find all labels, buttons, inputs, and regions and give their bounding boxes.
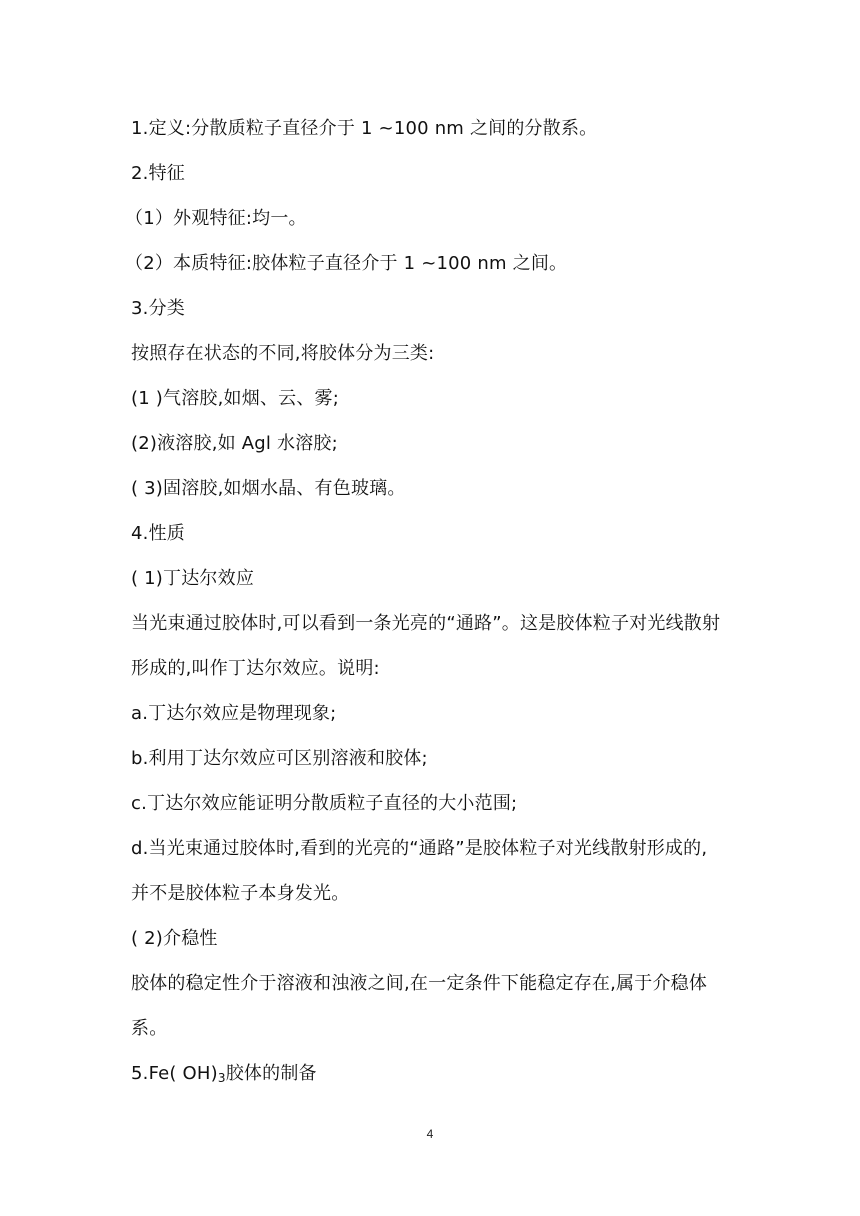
section-heading-features: 2.特征 xyxy=(131,163,185,184)
feature-appearance-line: （1）外观特征:均一。 xyxy=(125,208,307,229)
definition-line: 1.定义:分散质粒子直径介于 1 ~100 nm 之间的分散系。 xyxy=(131,118,598,139)
tyndall-note-d-line-2: 并不是胶体粒子本身发光。 xyxy=(131,883,350,904)
property-heading-tyndall: ( 1)丁达尔效应 xyxy=(131,568,255,589)
preparation-heading-subscript: 3 xyxy=(217,1071,226,1085)
section-heading-properties: 4.性质 xyxy=(131,523,185,544)
preparation-heading-prefix: 5.Fe( OH) xyxy=(131,1063,218,1084)
tyndall-description-line-1: 当光束通过胶体时,可以看到一条光亮的“通路”。这是胶体粒子对光线散射 xyxy=(131,613,721,634)
metastability-description-line-1: 胶体的稳定性介于溶液和浊液之间,在一定条件下能稳定存在,属于介稳体 xyxy=(131,973,708,994)
classification-intro-line: 按照存在状态的不同,将胶体分为三类: xyxy=(131,343,435,364)
classification-item-solid-sol: ( 3)固溶胶,如烟水晶、有色玻璃。 xyxy=(131,478,406,499)
tyndall-note-c: c.丁达尔效应能证明分散质粒子直径的大小范围; xyxy=(131,793,518,814)
tyndall-note-d-line-1: d.当光束通过胶体时,看到的光亮的“通路”是胶体粒子对光线散射形成的, xyxy=(131,838,708,859)
preparation-heading-suffix: 胶体的制备 xyxy=(225,1063,317,1084)
classification-item-liquid-sol: (2)液溶胶,如 Agl 水溶胶; xyxy=(131,433,338,454)
page-number: 4 xyxy=(426,1127,434,1141)
section-heading-classification: 3.分类 xyxy=(131,298,185,319)
section-heading-preparation xyxy=(131,1062,317,1090)
tyndall-description-line-2: 形成的,叫作丁达尔效应。说明: xyxy=(131,658,380,679)
classification-item-aerosol: (1 )气溶胶,如烟、云、雾; xyxy=(131,388,340,409)
property-heading-metastability: ( 2)介稳性 xyxy=(131,928,218,949)
tyndall-note-b: b.利用丁达尔效应可区别溶液和胶体; xyxy=(131,748,428,769)
tyndall-note-a: a.丁达尔效应是物理现象; xyxy=(131,703,337,724)
metastability-description-line-2: 系。 xyxy=(131,1018,168,1039)
feature-essence-line: （2）本质特征:胶体粒子直径介于 1 ~100 nm 之间。 xyxy=(125,253,568,274)
